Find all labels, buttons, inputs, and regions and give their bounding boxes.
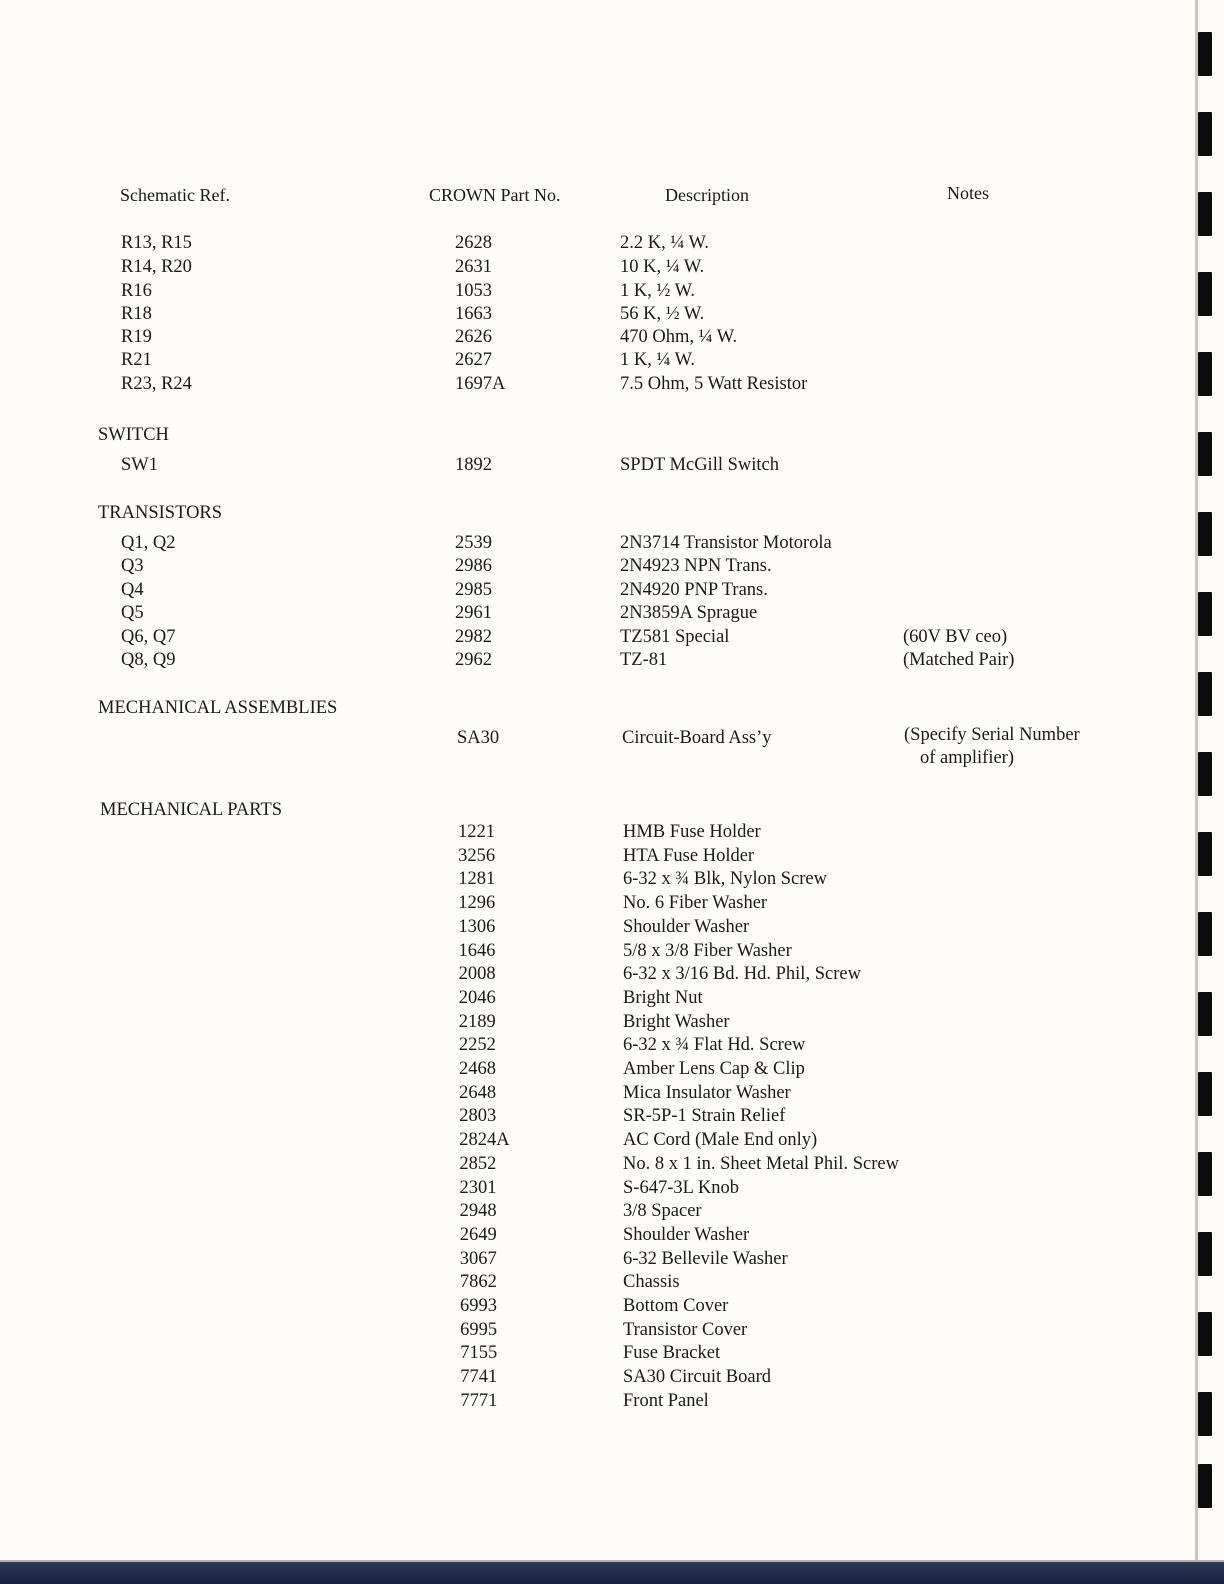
binding-tab — [1198, 832, 1212, 876]
description: SR-5P-1 Strain Relief — [623, 1106, 786, 1127]
description: Shoulder Washer — [623, 1224, 750, 1245]
table-row — [0, 1059, 1170, 1083]
schematic-ref: R14, R20 — [121, 257, 192, 277]
description: HTA Fuse Holder — [623, 845, 755, 866]
table-row — [0, 603, 1170, 627]
description: 10 K, ¼ W. — [620, 257, 705, 277]
part-number: 1697A — [455, 374, 506, 394]
part-number: 2824A — [459, 1130, 510, 1151]
table-row — [0, 257, 1170, 281]
description: Bottom Cover — [623, 1296, 729, 1316]
binding-tab — [1198, 32, 1212, 76]
description: 1 K, ¼ W. — [620, 350, 696, 370]
section-title-switch: SWITCH — [98, 425, 169, 445]
table-row — [0, 1320, 1170, 1344]
binding-tab — [1198, 672, 1212, 716]
schematic-ref: Q1, Q2 — [121, 533, 176, 553]
part-number: 2252 — [458, 1035, 496, 1056]
description: 5/8 x 3/8 Fiber Washer — [623, 940, 792, 961]
part-number: 7741 — [460, 1367, 498, 1388]
part-number: 2626 — [455, 327, 492, 347]
note-continuation: of amplifier) — [920, 748, 1014, 768]
table-row — [0, 964, 1170, 988]
binding-tab — [1198, 432, 1212, 476]
table-row — [0, 1367, 1170, 1391]
description: SPDT McGill Switch — [620, 455, 779, 475]
part-number: 2962 — [455, 650, 492, 670]
schematic-ref: R21 — [121, 350, 152, 370]
part-number: 2628 — [455, 233, 492, 253]
table-row — [0, 846, 1170, 870]
part-number: 1221 — [458, 822, 495, 842]
binding-tab — [1198, 512, 1212, 556]
description: Front Panel — [623, 1390, 709, 1411]
table-row — [0, 233, 1170, 257]
part-number: 1281 — [458, 869, 496, 890]
schematic-ref: Q3 — [121, 556, 144, 576]
table-row — [0, 1035, 1170, 1059]
table-row — [0, 455, 1170, 479]
binding-tab — [1198, 1312, 1212, 1356]
part-number: 1296 — [458, 893, 496, 914]
table-row — [0, 374, 1170, 398]
description: 2N3859A Sprague — [620, 603, 758, 623]
part-number: 3256 — [458, 845, 496, 866]
table-row — [0, 650, 1170, 674]
description: Amber Lens Cap & Clip — [623, 1059, 805, 1079]
part-number: 6993 — [460, 1296, 497, 1316]
part-number: 2189 — [458, 1011, 496, 1032]
table-row — [0, 556, 1170, 580]
description: TZ-81 — [620, 650, 668, 670]
description: No. 8 x 1 in. Sheet Metal Phil. Screw — [623, 1153, 899, 1174]
table-row — [0, 304, 1170, 328]
section-title-transistors: TRANSISTORS — [98, 503, 223, 523]
schematic-ref: R18 — [121, 304, 152, 324]
binding-tab — [1198, 592, 1212, 636]
table-row — [0, 822, 1170, 846]
part-number: 2961 — [455, 603, 492, 623]
description: Bright Washer — [623, 1011, 730, 1032]
schematic-ref: Q4 — [121, 580, 144, 600]
binding-tab — [1198, 352, 1212, 396]
part-number: 2627 — [455, 350, 492, 370]
description: 6-32 x ¾ Blk, Nylon Screw — [623, 869, 827, 890]
description: AC Cord (Male End only) — [623, 1130, 818, 1151]
binding-tab — [1198, 272, 1212, 316]
part-number: 2985 — [455, 580, 492, 600]
description: Mica Insulator Washer — [623, 1082, 791, 1103]
binding-tab — [1198, 1392, 1212, 1436]
description: Circuit-Board Ass’y — [622, 728, 772, 748]
note: (Matched Pair) — [903, 650, 1015, 670]
table-row — [0, 1343, 1170, 1367]
header-notes: Notes — [947, 183, 989, 203]
table-row — [0, 917, 1170, 941]
part-number: 7155 — [460, 1343, 498, 1364]
table-row — [0, 1225, 1170, 1249]
part-number: 1306 — [458, 916, 496, 937]
table-row — [0, 941, 1170, 965]
part-number: 1892 — [455, 455, 492, 475]
description: 2.2 K, ¼ W. — [620, 233, 709, 253]
description: 7.5 Ohm, 5 Watt Resistor — [620, 374, 808, 394]
part-number: 2648 — [459, 1082, 497, 1103]
binding-tab — [1198, 1072, 1212, 1116]
description: 2N4923 NPN Trans. — [620, 556, 772, 576]
part-number: 1663 — [455, 304, 492, 324]
description: 56 K, ½ W. — [620, 304, 705, 324]
part-number: 2803 — [459, 1106, 497, 1127]
table-row — [0, 281, 1170, 305]
table-row — [0, 627, 1170, 651]
header-schematic-ref: Schematic Ref. — [120, 185, 230, 205]
table-row — [0, 893, 1170, 917]
background-edge — [0, 1562, 1224, 1584]
header-part-no: CROWN Part No. — [429, 185, 561, 205]
description: 2N3714 Transistor Motorola — [620, 533, 832, 553]
description: 6-32 x ¾ Flat Hd. Screw — [623, 1035, 806, 1056]
table-row — [0, 580, 1170, 604]
part-number: 2008 — [458, 964, 496, 985]
table-row — [0, 1391, 1170, 1415]
schematic-ref: SW1 — [121, 455, 158, 475]
description: Chassis — [623, 1272, 680, 1293]
binding-tab — [1198, 752, 1212, 796]
table-row — [0, 988, 1170, 1012]
description: Shoulder Washer — [623, 916, 750, 937]
part-number: 7771 — [460, 1390, 498, 1411]
section-title-mechanical-assemblies: MECHANICAL ASSEMBLIES — [98, 698, 338, 718]
table-row — [0, 327, 1170, 351]
part-number: 7862 — [459, 1272, 497, 1293]
description: 6-32 x 3/16 Bd. Hd. Phil, Screw — [623, 964, 861, 985]
table-row — [0, 869, 1170, 893]
description: 6-32 Bellevile Washer — [623, 1248, 788, 1269]
part-number: 2852 — [459, 1153, 497, 1174]
table-row — [0, 1272, 1170, 1296]
description: 470 Ohm, ¼ W. — [620, 327, 738, 347]
description: No. 6 Fiber Washer — [623, 893, 768, 914]
schematic-ref: R16 — [121, 281, 152, 301]
table-row — [0, 533, 1170, 557]
section-title-mechanical-parts: MECHANICAL PARTS — [100, 800, 283, 820]
part-number: 2649 — [459, 1224, 497, 1245]
description: 2N4920 PNP Trans. — [620, 580, 768, 600]
binding-tab — [1198, 192, 1212, 236]
part-number: 1646 — [458, 940, 496, 961]
schematic-ref: R23, R24 — [121, 374, 192, 394]
part-number: 2539 — [455, 533, 492, 553]
part-number: 2046 — [458, 987, 496, 1008]
description: 1 K, ½ W. — [620, 281, 696, 301]
spiral-binding — [1196, 0, 1224, 1584]
part-number: 2631 — [455, 257, 492, 277]
description: Fuse Bracket — [623, 1343, 721, 1364]
schematic-ref: R13, R15 — [121, 233, 192, 253]
description: Transistor Cover — [623, 1319, 748, 1340]
description: Bright Nut — [623, 987, 703, 1008]
table-row — [0, 1154, 1170, 1178]
description: 3/8 Spacer — [623, 1201, 702, 1222]
binding-tab — [1198, 912, 1212, 956]
part-number: 2986 — [455, 556, 492, 576]
table-row — [0, 1012, 1170, 1036]
table-row — [0, 1296, 1170, 1320]
table-row — [0, 1201, 1170, 1225]
header-description: Description — [665, 185, 749, 205]
binding-tab — [1198, 1464, 1212, 1508]
table-row — [0, 1130, 1170, 1154]
schematic-ref: Q6, Q7 — [121, 627, 176, 647]
part-number: 2301 — [459, 1177, 497, 1198]
binding-tab — [1198, 1152, 1212, 1196]
note: (60V BV ceo) — [903, 627, 1008, 647]
part-number: 1053 — [455, 281, 492, 301]
note: (Specify Serial Number — [904, 725, 1080, 745]
description: TZ581 Special — [620, 627, 730, 647]
schematic-ref: R19 — [121, 327, 152, 347]
description: S-647-3L Knob — [623, 1177, 739, 1198]
part-number: 2982 — [455, 627, 492, 647]
schematic-ref: Q8, Q9 — [121, 650, 176, 670]
binding-tab — [1198, 1232, 1212, 1276]
part-number: SA30 — [457, 728, 500, 748]
part-number: 2948 — [459, 1201, 497, 1222]
part-number: 6995 — [460, 1319, 498, 1340]
table-row — [0, 1249, 1170, 1273]
table-row — [0, 1178, 1170, 1202]
table-row — [0, 1083, 1170, 1107]
part-number: 2468 — [459, 1059, 496, 1079]
table-row — [0, 350, 1170, 374]
description: HMB Fuse Holder — [623, 822, 761, 842]
binding-tab — [1198, 112, 1212, 156]
table-row — [0, 1106, 1170, 1130]
part-number: 3067 — [459, 1248, 497, 1269]
schematic-ref: Q5 — [121, 603, 144, 623]
binding-tab — [1198, 992, 1212, 1036]
description: SA30 Circuit Board — [623, 1367, 771, 1388]
